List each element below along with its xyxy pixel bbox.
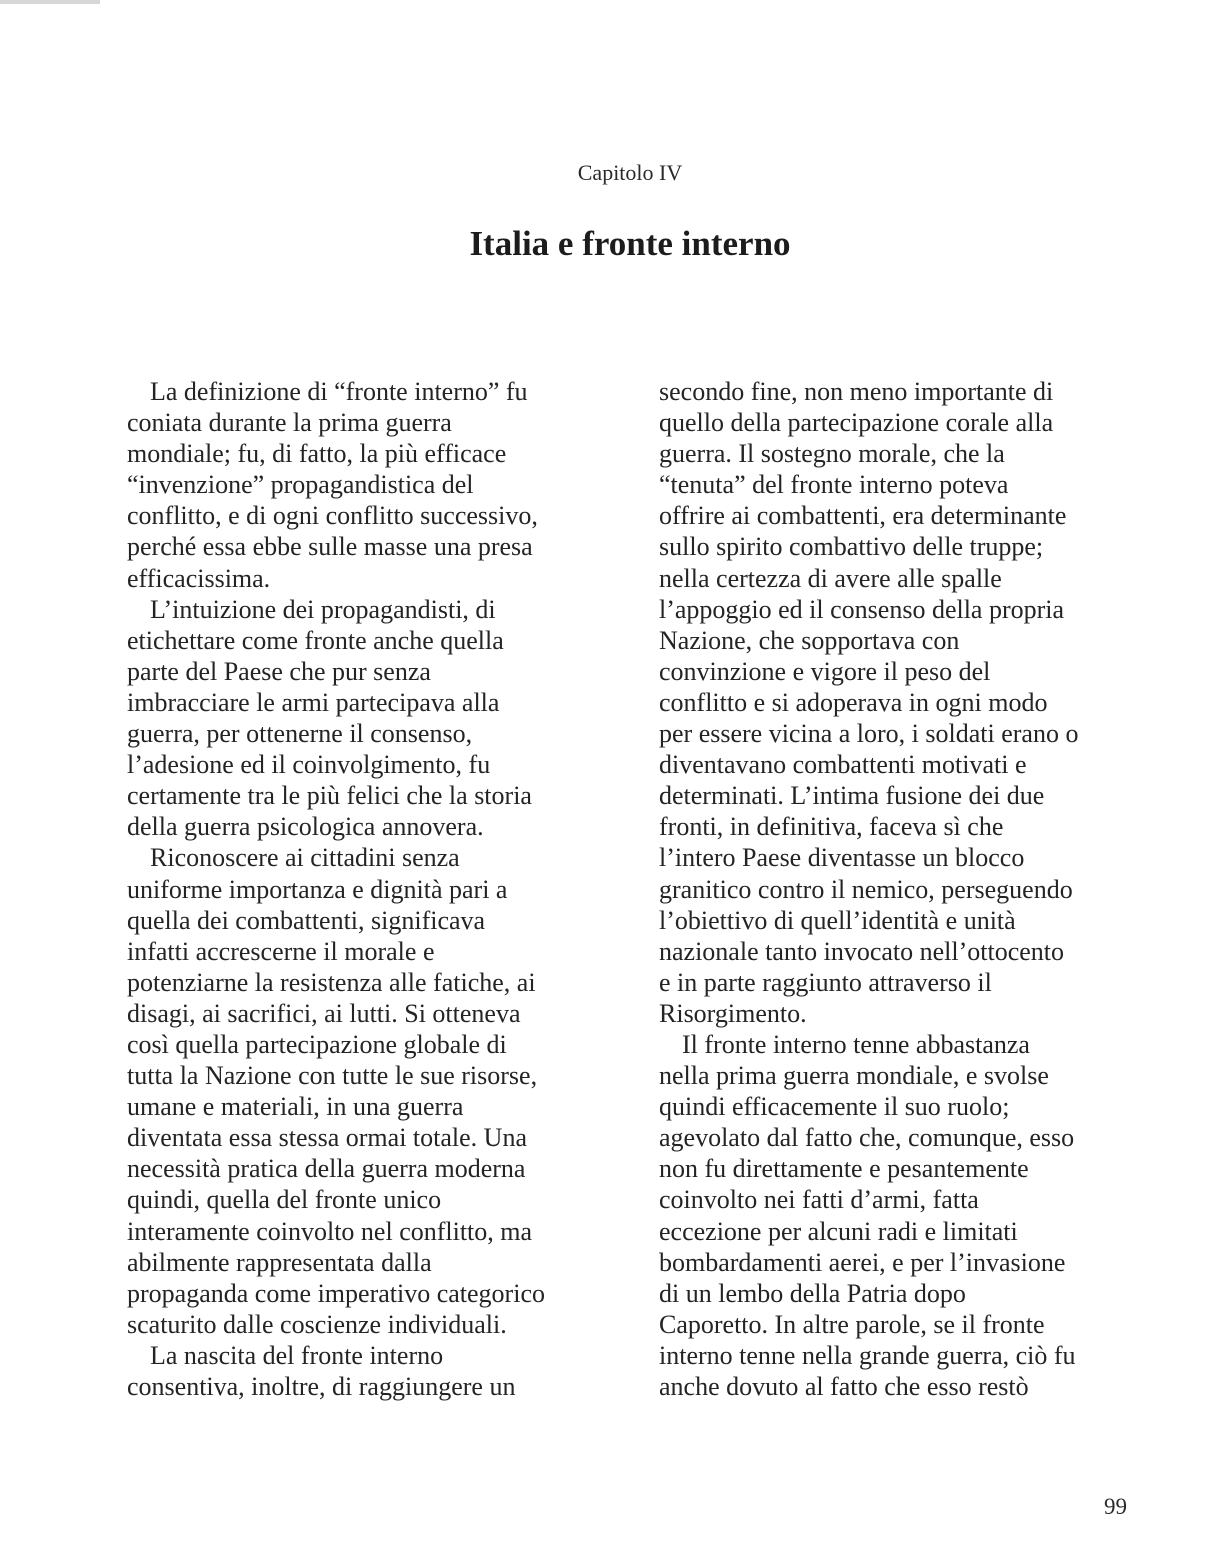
text-line: “tenuta” del fronte interno poteva: [659, 470, 1009, 500]
text-line: perché essa ebbe sulle masse una presa: [127, 532, 533, 562]
text-line: nella certezza di avere alle spalle: [659, 563, 1002, 593]
text-line: efficacissima.: [127, 563, 271, 593]
text-line: etichettare come fronte anche quella: [127, 625, 504, 655]
text-line: coniata durante la prima guerra: [127, 408, 452, 438]
text-line: interno tenne nella grande guerra, ciò fu: [659, 1340, 1076, 1370]
text-line: Il fronte interno tenne abbastanza: [682, 1029, 1030, 1059]
text-line: infatti accrescerne il morale e: [127, 936, 435, 966]
text-line: per essere vicina a loro, i soldati erano o: [659, 719, 1079, 749]
text-line: offrire ai combattenti, era determinante: [659, 501, 1067, 531]
text-line: propaganda come imperativo categorico: [127, 1278, 545, 1308]
text-line: agevolato dal fatto che, comunque, esso: [659, 1123, 1075, 1153]
text-line: sullo spirito combattivo delle truppe;: [659, 532, 1044, 562]
text-line: potenziarne la resistenza alle fatiche, ai: [127, 967, 536, 997]
text-line: diventata essa stessa ormai totale. Una: [127, 1123, 527, 1153]
text-line: granitico contro il nemico, perseguendo: [659, 874, 1073, 904]
text-line: consentiva, inoltre, di raggiungere un: [127, 1372, 516, 1401]
text-line: scaturito dalle coscienze individuali.: [127, 1309, 507, 1339]
text-line: disagi, ai sacrifici, ai lutti. Si otteneva: [127, 998, 521, 1028]
text-line: Risorgimento.: [659, 998, 807, 1028]
text-line: umane e materiali, in una guerra: [127, 1092, 464, 1122]
text-line: conflitto, e di ogni conflitto successivo,: [127, 501, 538, 531]
text-line: L’intuizione dei propagandisti, di: [150, 594, 496, 624]
text-line: Riconoscere ai cittadini senza: [150, 843, 460, 873]
text-line: certamente tra le più felici che la storia: [127, 781, 532, 811]
text-line: e in parte raggiunto attraverso il: [659, 967, 992, 997]
text-line: Nazione, che sopportava con: [659, 625, 960, 655]
text-line: di un lembo della Patria dopo: [659, 1278, 966, 1308]
text-column-right: [659, 376, 1139, 1402]
text-line: coinvolto nei fatti d’armi, fatta: [659, 1185, 979, 1215]
text-column-left: [127, 376, 607, 1402]
text-line: abilmente rappresentata dalla: [127, 1247, 432, 1277]
text-line: quindi efficacemente il suo ruolo;: [659, 1092, 1010, 1122]
text-line: diventavano combattenti motivati e: [659, 750, 1027, 780]
text-line: nella prima guerra mondiale, e svolse: [659, 1061, 1049, 1091]
text-line: necessità pratica della guerra moderna: [127, 1154, 526, 1184]
text-line: quindi, quella del fronte unico: [127, 1185, 442, 1215]
text-line: l’appoggio ed il consenso della propria: [659, 594, 1065, 624]
text-line: quello della partecipazione corale alla: [659, 408, 1054, 438]
text-line: determinati. L’intima fusione dei due: [659, 781, 1045, 811]
text-line: “invenzione” propagandistica del: [127, 470, 474, 500]
text-line: l’obiettivo di quell’identità e unità: [659, 905, 1016, 935]
text-line: La definizione di “fronte interno” fu: [150, 377, 528, 406]
scan-edge-mark: [0, 0, 100, 4]
text-line: l’adesione ed il coinvolgimento, fu: [127, 750, 491, 780]
text-line: bombardamenti aerei, e per l’invasione: [659, 1247, 1066, 1277]
text-line: nazionale tanto invocato nell’ottocento: [659, 936, 1065, 966]
text-line: Caporetto. In altre parole, se il fronte: [659, 1309, 1045, 1339]
text-line: della guerra psicologica annovera.: [127, 812, 484, 842]
text-line: convinzione e vigore il peso del: [659, 656, 991, 686]
text-line: uniforme importanza e dignità pari a: [127, 874, 508, 904]
text-line: secondo fine, non meno importante di: [659, 377, 1054, 406]
text-line: eccezione per alcuni radi e limitati: [659, 1216, 1018, 1246]
text-line: fronti, in definitiva, faceva sì che: [659, 812, 1004, 842]
text-line: così quella partecipazione globale di: [127, 1029, 507, 1059]
text-line: non fu direttamente e pesantemente: [659, 1154, 1029, 1184]
text-line: mondiale; fu, di fatto, la più efficace: [127, 439, 507, 469]
text-line: imbracciare le armi partecipava alla: [127, 687, 500, 717]
text-line: guerra. Il sostegno morale, che la: [659, 439, 1005, 469]
page-number: 99: [1104, 1494, 1127, 1519]
text-line: quella dei combattenti, significava: [127, 905, 486, 935]
chapter-label: Capitolo IV: [577, 160, 683, 185]
chapter-title: Italia e fronte interno: [469, 224, 791, 263]
text-line: interamente coinvolto nel conflitto, ma: [127, 1216, 533, 1246]
text-line: parte del Paese che pur senza: [127, 656, 431, 686]
text-line: guerra, per ottenerne il consenso,: [127, 719, 473, 749]
text-line: tutta la Nazione con tutte le sue risorse,: [127, 1061, 538, 1091]
text-line: l’intero Paese diventasse un blocco: [659, 843, 1025, 873]
text-line: La nascita del fronte interno: [150, 1340, 444, 1370]
text-line: conflitto e si adoperava in ogni modo: [659, 687, 1048, 717]
text-line: anche dovuto al fatto che esso restò: [659, 1372, 1029, 1401]
